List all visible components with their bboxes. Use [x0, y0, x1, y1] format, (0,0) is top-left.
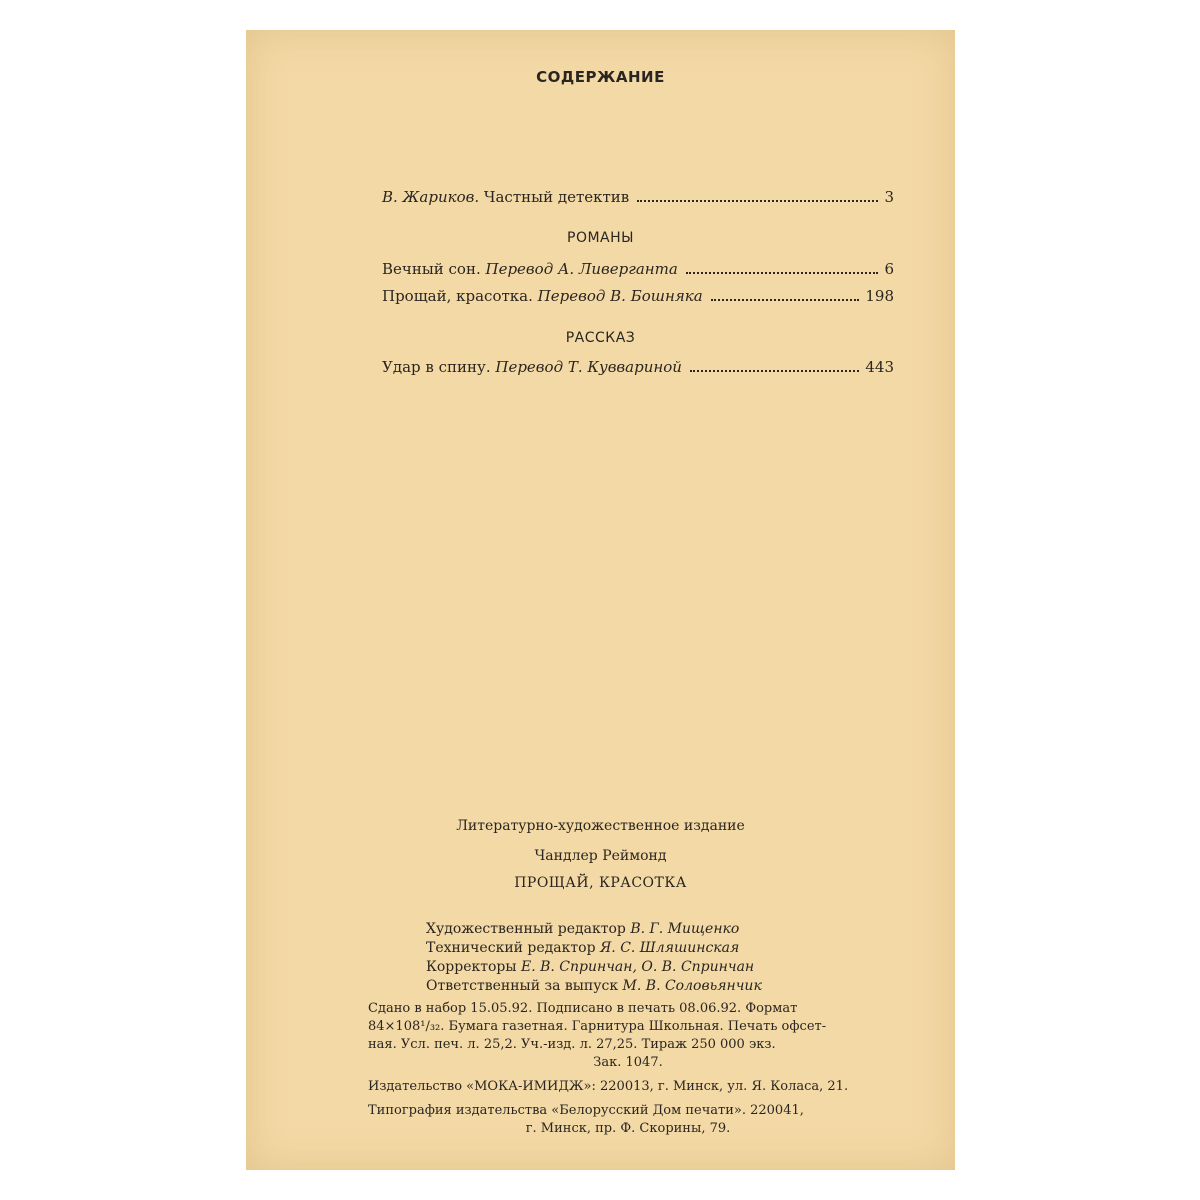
toc-entry-author: В. Жариков.	[382, 188, 480, 206]
dot-leader	[637, 200, 878, 202]
detail-line: ная. Усл. печ. л. 25,2. Уч.-изд. л. 27,25. Тираж 250 000 экз.	[368, 1037, 776, 1052]
printer-address: г. Минск, пр. Ф. Скорины, 79.	[525, 1121, 731, 1136]
toc-entry	[382, 260, 894, 278]
detail-line: Зак. 1047.	[593, 1055, 663, 1070]
publisher-line: Издательство «МОКА-ИМИДЖ»: 220013, г. Минск, ул. Я. Коласа, 21.	[368, 1079, 849, 1094]
toc-page-number: 443	[865, 358, 894, 376]
detail-line: Сдано в набор 15.05.92. Подписано в печать 08.06.92. Формат	[368, 1001, 798, 1016]
toc-entry-title: Вечный сон.	[382, 260, 481, 278]
section-heading-story: РАССКАЗ	[565, 330, 636, 346]
toc-entry-translator: Перевод А. Ливерганта	[485, 260, 678, 278]
dot-leader	[690, 370, 859, 372]
toc-page-number: 198	[865, 287, 894, 305]
toc-entry-title: Удар в спину.	[382, 358, 491, 376]
credits-block	[426, 920, 762, 996]
toc-entry	[382, 287, 894, 305]
edition-type: Литературно-художественное издание	[456, 818, 745, 834]
detail-line: 84×108¹/₃₂. Бумага газетная. Гарнитура Школьная. Печать офсет-	[368, 1019, 827, 1034]
book-title: ПРОЩАЙ, КРАСОТКА	[514, 875, 687, 891]
book-author: Чандлер Реймонд	[534, 848, 667, 864]
toc-entry-title: Частный детектив	[483, 188, 630, 206]
toc-entry-title: Прощай, красотка.	[382, 287, 533, 305]
toc-page-number: 3	[884, 188, 894, 206]
section-heading-novels: РОМАНЫ	[567, 230, 634, 246]
publication-details	[368, 1000, 888, 1138]
toc-entry-intro	[382, 188, 894, 206]
book-page	[246, 30, 955, 1170]
credit-line: Корректоры Е. В. Спринчан, О. В. Спринчан	[426, 959, 755, 975]
toc-entry-translator: Перевод Т. Куввариной	[495, 358, 682, 376]
toc-title: СОДЕРЖАНИЕ	[536, 68, 665, 86]
credit-line: Технический редактор Я. С. Шляшинская	[426, 940, 740, 956]
credit-line: Ответственный за выпуск М. В. Соловьянчик	[426, 978, 762, 994]
dot-leader	[711, 299, 860, 301]
dot-leader	[686, 272, 878, 274]
toc-page-number: 6	[884, 260, 894, 278]
credit-line: Художественный редактор В. Г. Мищенко	[426, 921, 740, 937]
printer-line: Типография издательства «Белорусский Дом печати». 220041,	[368, 1103, 804, 1118]
toc-entry-translator: Перевод В. Бошняка	[537, 287, 703, 305]
toc-entry	[382, 358, 894, 376]
